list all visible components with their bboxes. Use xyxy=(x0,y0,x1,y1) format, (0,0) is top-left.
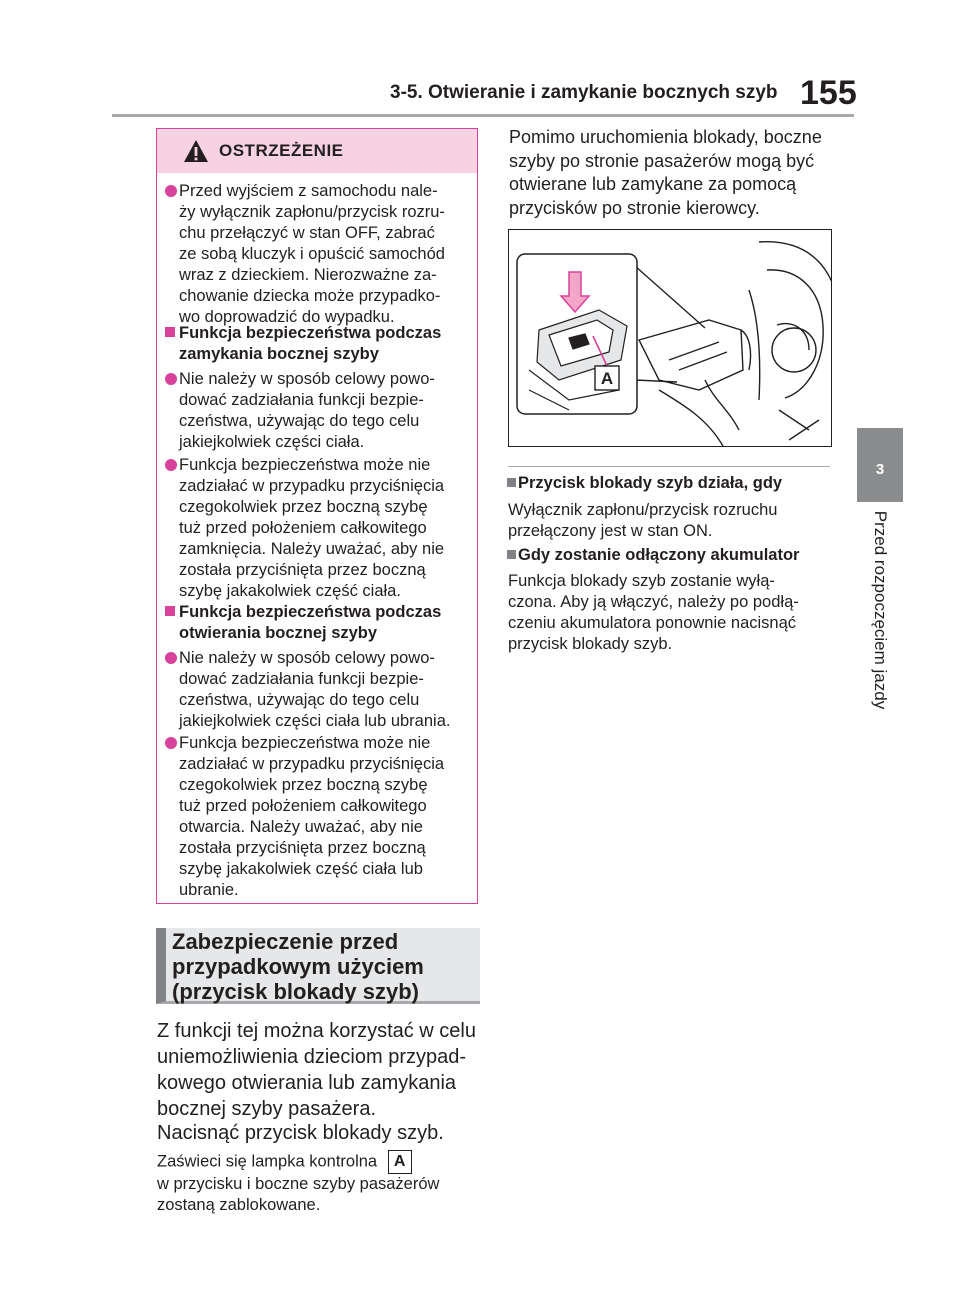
bullet-square xyxy=(507,478,516,487)
warning-item xyxy=(179,648,475,732)
warning-item-text: Funkcja bezpieczeństwa może nie zadziałać w przypadku przyciśnięcia czegokolwiek przez boczną szybę tuż przed położeniem całkowitego zamknięcia. Należy uważać, aby nie została przyciśnięta przez boczną szybę jakakolwiek część ciała. xyxy=(179,456,445,600)
warning-subheading-text: Funkcja bezpieczeństwa podczas otwierania bocznej szyby xyxy=(179,603,442,642)
warning-header xyxy=(157,129,477,173)
bullet-dot xyxy=(165,737,177,749)
chapter-number: 3 xyxy=(875,461,885,478)
warning-item-text: Nie należy w sposób celowy powo- dować zadziałania funkcji bezpie- czeństwa, używając do tego celu jakiejkolwiek części ciała lub ubrania. xyxy=(179,649,451,730)
section-step: Nacisnąć przycisk blokady szyb. xyxy=(157,1122,444,1144)
warning-item xyxy=(179,181,475,328)
bullet-square xyxy=(165,327,175,337)
bullet-square xyxy=(507,550,516,559)
bullet-dot xyxy=(165,459,177,471)
label-a-badge: A xyxy=(388,1150,412,1174)
warning-triangle-icon xyxy=(183,139,209,163)
header-rule xyxy=(112,114,854,117)
right-paragraph: Wyłącznik zapłonu/przycisk rozruchu przełączony jest w stan ON. xyxy=(508,501,778,540)
warning-subheading-opening xyxy=(179,602,475,644)
right-intro: Pomimo uruchomienia blokady, boczne szyby po stronie pasażerów mogą być otwierane lub zamykane za pomocą przycisków po stronie kierowcy. xyxy=(509,127,822,218)
running-header: 3-5. Otwieranie i zamykanie bocznych szyb xyxy=(390,82,778,103)
bullet-dot xyxy=(165,373,177,385)
chapter-tab xyxy=(857,428,903,502)
car-interior-drawing xyxy=(509,230,832,447)
bullet-dot xyxy=(165,185,177,197)
section-heading: Zabezpieczenie przed przypadkowym użyciem (przycisk blokady szyb) xyxy=(172,929,424,1004)
right-subheading-text: Gdy zostanie odłączony akumulator xyxy=(518,546,800,564)
warning-subheading-text: Funkcja bezpieczeństwa podczas zamykania bocznej szyby xyxy=(179,324,442,363)
page-number: 155 xyxy=(800,74,857,112)
warning-item xyxy=(179,733,475,901)
warning-item-text: Funkcja bezpieczeństwa może nie zadziałać w przypadku przyciśnięcia czegokolwiek przez boczną szybę tuż przed położeniem całkowitego otwarcia. Należy uważać, aby nie została przyciśnięta przez boczną szybę jakakolwiek część ciała lub ubranie. xyxy=(179,734,445,899)
window-lock-illustration xyxy=(508,229,832,447)
note-text: Zaświeci się lampka kontrolna xyxy=(157,1152,378,1171)
right-subheading-works xyxy=(518,473,782,494)
warning-box xyxy=(156,128,478,904)
section-note xyxy=(157,1150,487,1216)
note-text-cont: w przycisku i boczne szyby pasażerów zostaną zablokowane. xyxy=(157,1175,440,1214)
warning-item xyxy=(179,455,475,602)
bullet-square xyxy=(165,606,175,616)
warning-item-text: Przed wyjściem z samochodu nale- ży wyłącznik zapłonu/przycisk rozru- chu przełączyć w stan OFF, zabrać ze sobą kluczyk i opuścić samochód wraz z dzieckiem. Nierozważne za- chowanie dziecka może przypadko- wo doprowadzić do wypadku. xyxy=(179,182,445,326)
warning-subheading-closing xyxy=(179,323,475,365)
chapter-label: Przed rozpoczęciem jazdy xyxy=(871,510,890,710)
right-subheading-text: Przycisk blokady szyb działa, gdy xyxy=(518,474,783,492)
warning-title: OSTRZEŻENIE xyxy=(219,141,344,160)
right-paragraph: Funkcja blokady szyb zostanie wyłą- czona. Aby ją włączyć, należy po podłą- czeniu akumulatora ponownie nacisnąć przycisk blokady szyb. xyxy=(508,572,799,653)
bullet-dot xyxy=(165,652,177,664)
illustration-label-a: A xyxy=(600,369,614,388)
right-subheading-battery xyxy=(518,545,799,566)
warning-item xyxy=(179,369,475,453)
warning-item-text: Nie należy w sposób celowy powo- dować zadziałania funkcji bezpie- czeństwa, używając do tego celu jakiejkolwiek części ciała. xyxy=(179,370,435,451)
divider xyxy=(508,466,830,467)
section-intro: Z funkcji tej można korzystać w celu uniemożliwienia dzieciom przypad- kowego otwierania lub zamykania bocznej szyby pasażera. xyxy=(157,1020,476,1120)
